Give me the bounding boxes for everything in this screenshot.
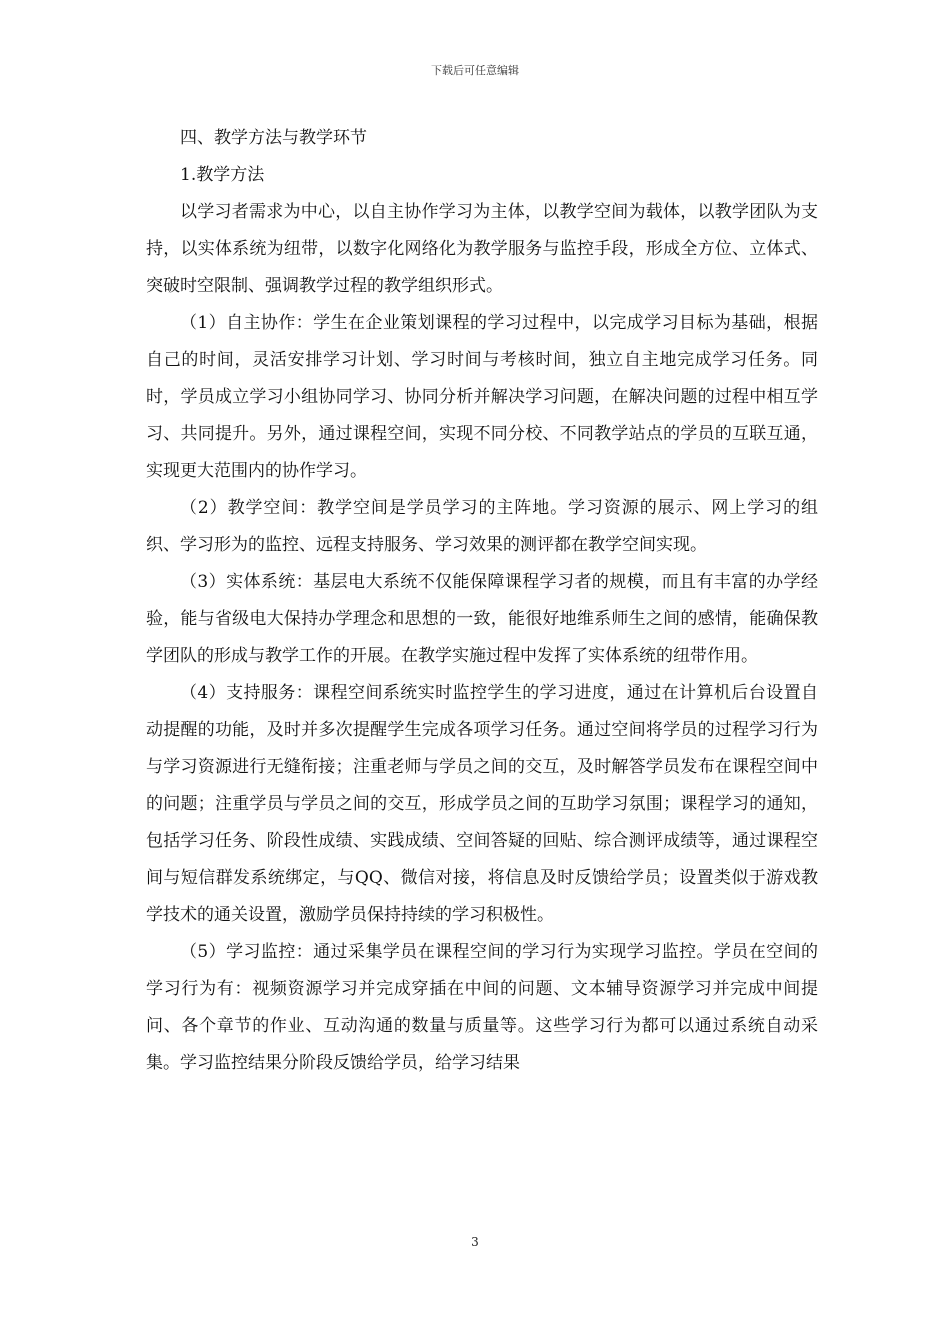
paragraph-learning-monitoring: （5）学习监控：通过采集学员在课程空间的学习行为实现学习监控。学员在空间的学习行为有：视频资源学习并完成穿插在中间的问题、文本辅导资源学习并完成中间提问、各个章节的作业、互动沟通的数量与质量等。这些学习行为都可以通过系统自动采集。学习监控结果分阶段反馈给学员，给学习结果 [146,942,818,1073]
paragraph-teaching-space: （2）教学空间：教学空间是学员学习的主阵地。学习资源的展示、网上学习的组织、学习形为的监控、远程支持服务、学习效果的测评都在教学空间实现。 [146,498,818,555]
paragraph-intro: 以学习者需求为中心，以自主协作学习为主体，以教学空间为载体，以教学团队为支持，以实体系统为纽带，以数字化网络化为教学服务与监控手段，形成全方位、立体式、突破时空限制、强调教学过程的教学组织形式。 [146,202,818,296]
page-number: 3 [471,1235,479,1249]
paragraph-entity-system: （3）实体系统：基层电大系统不仅能保障课程学习者的规模，而且有丰富的办学经验，能与省级电大保持办学理念和思想的一致，能很好地维系师生之间的感情，能确保教学团队的形成与教学工作的开展。在教学实施过程中发挥了实体系统的纽带作用。 [146,572,818,666]
document-body [146,120,818,1082]
paragraph-self-collaboration: （1）自主协作：学生在企业策划课程的学习过程中，以完成学习目标为基础，根据自己的时间，灵活安排学习计划、学习时间与考核时间，独立自主地完成学习任务。同时，学员成立学习小组协同学习、协同分析并解决学习问题，在解决问题的过程中相互学习、共同提升。另外，通过课程空间，实现不同分校、不同教学站点的学员的互联互通，实现更大范围内的协作学习。 [146,313,818,481]
section-title: 四、教学方法与教学环节 [180,128,367,148]
page-header: 下载后可任意编辑 [431,64,519,77]
subsection-title: 1.教学方法 [180,165,265,185]
paragraph-support-services: （4）支持服务：课程空间系统实时监控学生的学习进度，通过在计算机后台设置自动提醒的功能，及时并多次提醒学生完成各项学习任务。通过空间将学员的过程学习行为与学习资源进行无缝衔接；注重老师与学员之间的交互，及时解答学员发布在课程空间中的问题；注重学员与学员之间的交互，形成学员之间的互助学习氛围；课程学习的通知，包括学习任务、阶段性成绩、实践成绩、空间答疑的回贴、综合测评成绩等，通过课程空间与短信群发系统绑定，与QQ、微信对接，将信息及时反馈给学员；设置类似于游戏教学技术的通关设置，激励学员保持持续的学习积极性。 [146,683,818,925]
